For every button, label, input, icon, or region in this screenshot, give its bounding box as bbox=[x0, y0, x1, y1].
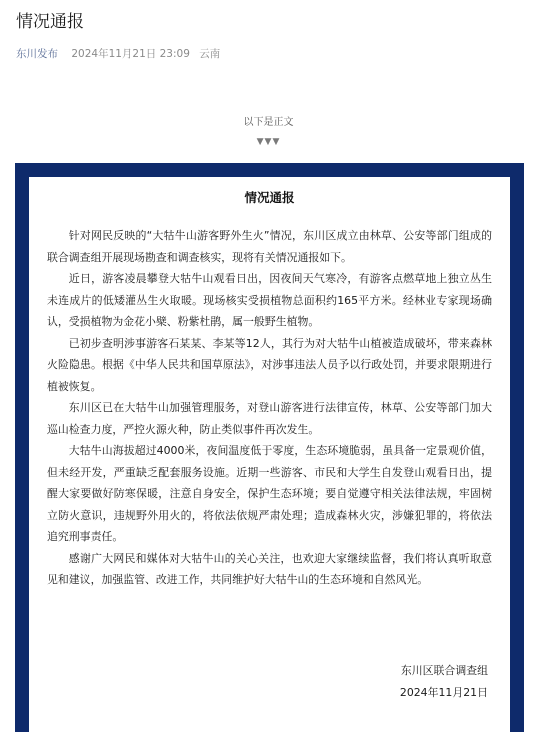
publish-location: 云南 bbox=[199, 48, 221, 60]
signature-organization: 东川区联合调查组 bbox=[400, 664, 488, 677]
notice-document bbox=[29, 177, 510, 732]
signature-date: 2024年11月21日 bbox=[399, 685, 488, 699]
notice-paragraph: 针对网民反映的“大牯牛山游客野外生火”情况，东川区成立由林草、公安等部门组成的联合调查组开展现场勘查和调查核实，现将有关情况通报如下。 bbox=[47, 229, 492, 264]
notice-paragraph: 近日，游客凌晨攀登大牯牛山观看日出，因夜间天气寒冷，有游客点燃草地上独立丛生未连成片的低矮灌丛生火取暖。现场核实受损植物总面积约165平方米。经林业专家现场确认，受损植物为金花小檗、粉紫杜鹃，属一般野生植物。 bbox=[47, 272, 492, 328]
notice-paragraph: 大牯牛山海拔超过4000米，夜间温度低于零度，生态环境脆弱，虽具备一定景观价值，但未经开发，严重缺乏配套服务设施。近期一些游客、市民和大学生自发登山观看日出，提醒大家要做好防寒保暖，注意自身安全，保护生态环境；要自觉遵守相关法律法规，牢固树立防火意识，违规野外用火的，将依法依规严肃处理；造成森林火灾，涉嫌犯罪的，将依法追究刑事责任。 bbox=[47, 444, 492, 543]
notice-paragraph: 东川区已在大牯牛山加强管理服务，对登山游客进行法律宣传，林草、公安等部门加大巡山检查力度，严控火源火种，防止类似事件再次发生。 bbox=[47, 401, 492, 436]
article-meta bbox=[16, 47, 521, 61]
notice-signature bbox=[400, 660, 488, 703]
author-link[interactable]: 东川发布 bbox=[16, 48, 58, 60]
down-arrows-icon: ▼▼▼ bbox=[256, 137, 281, 147]
publish-date: 2024年11月21日 23:09 bbox=[71, 48, 190, 60]
body-start-label: 以下是正文 bbox=[243, 117, 294, 128]
notice-heading: 情况通报 bbox=[244, 190, 295, 205]
article-header bbox=[16, 10, 521, 61]
article-title: 情况通报 bbox=[16, 12, 84, 32]
notice-paragraph: 感谢广大网民和媒体对大牯牛山的关心关注，也欢迎大家继续监督，我们将认真听取意见和建议，加强监管、改进工作，共同维护好大牯牛山的生态环境和自然风光。 bbox=[47, 551, 492, 586]
notice-paragraph: 已初步查明涉事游客石某某、李某等12人，其行为对大牯牛山植被造成破坏，带来森林火险隐患。根据《中华人民共和国草原法》，对涉事违法人员予以行政处罚，并要求限期进行植被恢复。 bbox=[47, 336, 492, 393]
notice-image-frame bbox=[15, 163, 524, 732]
